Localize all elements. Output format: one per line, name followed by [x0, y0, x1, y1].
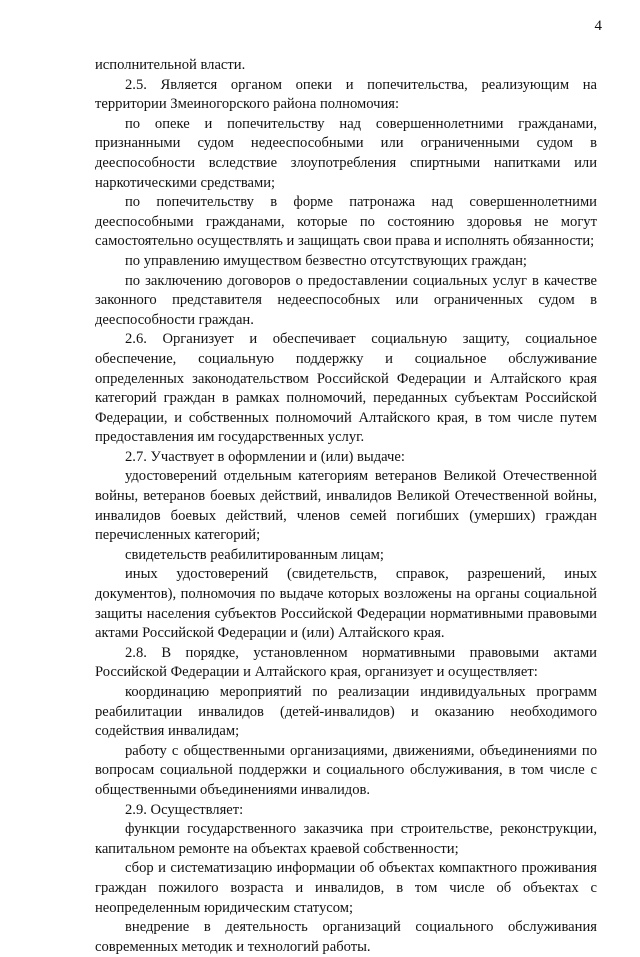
page-number: 4: [594, 18, 602, 34]
paragraph: работу с общественными организациями, движениями, объединениями по вопросам социальной поддержки и социального обслуживания, в том числе с общественными объединениями инвалидов.: [95, 742, 597, 798]
paragraph: по заключению договоров о предоставлении социальных услуг в качестве законного представителя недееспособных или ограниченных судом в дееспособности граждан.: [95, 272, 597, 328]
paragraph-2-9: 2.9. Осуществляет:: [125, 801, 244, 818]
paragraph: внедрение в деятельность организаций социального обслуживания современных методик и технологий работы.: [95, 919, 597, 955]
paragraph: удостоверений отдельным категориям ветеранов Великой Отечественной войны, ветеранов боевых действий, инвалидов Великой Отечественной войны, инвалидов боевых действий, членов семей погибших (умерших) граждан перечисленных категорий;: [95, 468, 597, 544]
document-body: [95, 56, 597, 957]
paragraph-2-6: 2.6. Организует и обеспечивает социальную защиту, социальное обеспечение, социальную поддержку и социальное обслуживание определенных законодательством Российской Федерации и Алтайского края категорий граждан в рамках полномочий, переданных субъектам Российской Федерации, и собственных полномочий Алтайского края, в том числе путем предоставления им государственных услуг.: [95, 331, 597, 446]
paragraph: свидетельств реабилитированным лицам;: [125, 546, 384, 563]
paragraph-continuation: исполнительной власти.: [95, 57, 246, 73]
paragraph: по управлению имуществом безвестно отсутствующих граждан;: [125, 252, 527, 269]
paragraph: по попечительству в форме патронажа над совершеннолетними дееспособными гражданами, которые по состоянию здоровья не могут самостоятельно осуществлять и защищать свои права и исполнять обязанности;: [95, 194, 597, 250]
paragraph: координацию мероприятий по реализации индивидуальных программ реабилитации инвалидов (детей-инвалидов) и оказанию необходимого содействия инвалидам;: [95, 684, 597, 740]
paragraph-2-8: 2.8. В порядке, установленном нормативными правовыми актами Российской Федерации и Алтайского края, организует и осуществляет:: [95, 644, 597, 681]
paragraph-2-5: 2.5. Является органом опеки и попечительства, реализующим на территории Змеиногорского района полномочия:: [95, 76, 597, 113]
paragraph: функции государственного заказчика при строительстве, реконструкции, капитальном ремонте на объектах краевой собственности;: [95, 821, 597, 857]
paragraph: по опеке и попечительству над совершеннолетними гражданами, признанными судом недееспособными или ограниченными судом в дееспособности вследствие злоупотребления спиртными напитками или наркотическими средствами;: [95, 115, 597, 191]
paragraph: сбор и систематизацию информации об объектах компактного проживания граждан пожилого возраста и инвалидов, в том числе об объектах с неопределенным юридическим статусом;: [95, 860, 597, 916]
paragraph: иных удостоверений (свидетельств, справок, разрешений, иных документов), полномочия по выдаче которых возложены на органы социальной защиты населения субъектов Российской Федерации нормативными правовыми актами Российской Федерации и (или) Алтайского края.: [95, 566, 597, 642]
paragraph-2-7: 2.7. Участвует в оформлении и (или) выдаче:: [125, 448, 405, 465]
